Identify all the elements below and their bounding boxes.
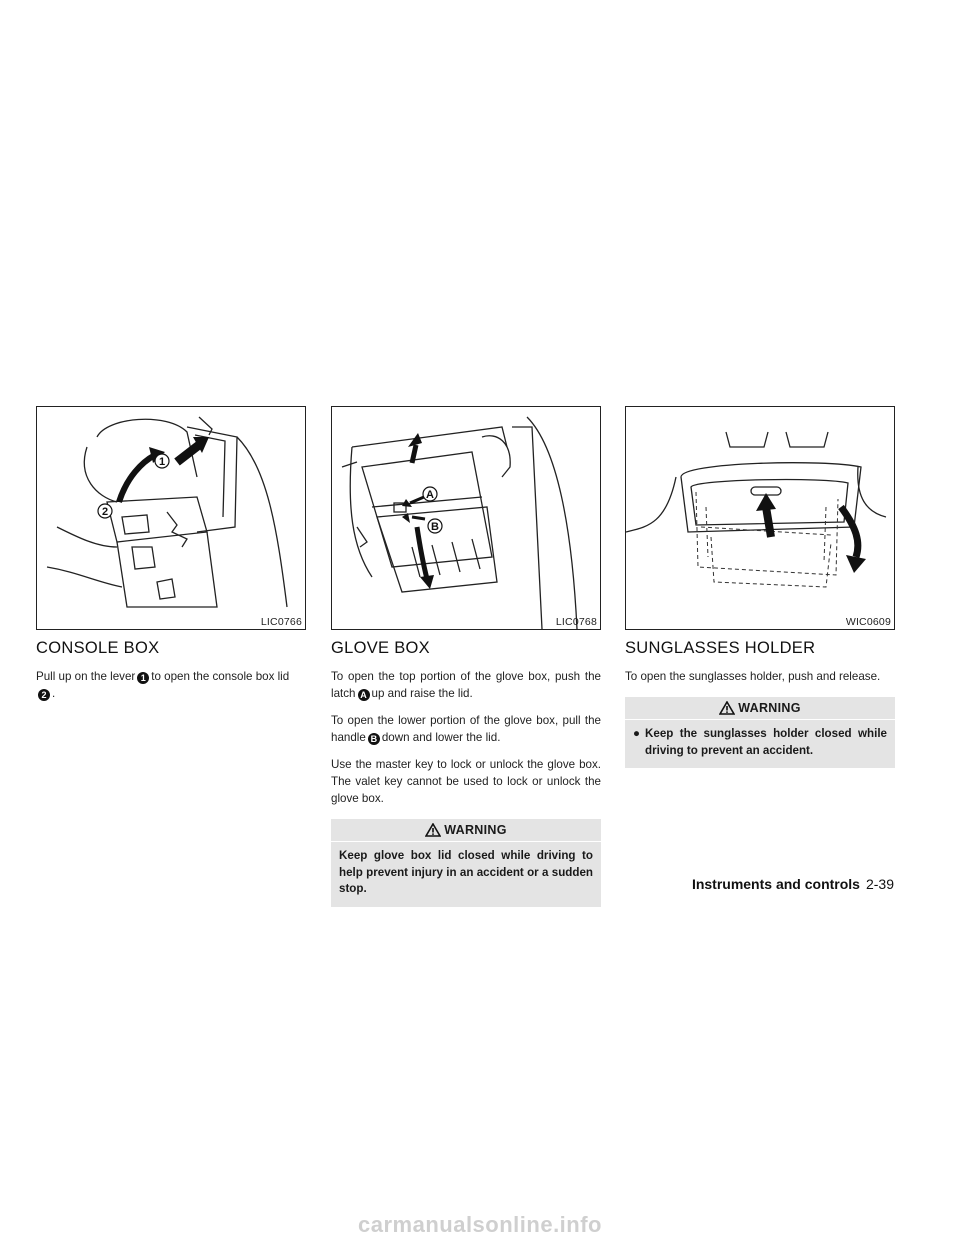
callout-A: A [358, 689, 370, 701]
text-segment: down and lower the lid. [381, 731, 501, 744]
text-segment: To open the top portion of the glove box, push the latch [331, 670, 601, 700]
sunglasses-holder-warning [625, 697, 895, 768]
warning-title: WARNING [444, 823, 507, 837]
warning-text: Keep glove box lid closed while driving to help prevent injury in an accident or a sudden stop. [339, 849, 593, 895]
callout-label-A: A [426, 489, 434, 501]
section-title: SUNGLASSES HOLDER [625, 639, 816, 657]
text-segment: to open the console box lid [151, 670, 290, 683]
sunglasses-holder-section [625, 406, 895, 768]
text-segment: . [52, 687, 56, 700]
text-segment: up and raise the lid. [371, 687, 473, 700]
sunglasses-holder-illustration [626, 407, 894, 629]
warning-icon [425, 823, 441, 837]
warning-header [625, 697, 895, 720]
warning-header [331, 819, 601, 842]
glove-box-illustration [332, 407, 600, 629]
section-title: CONSOLE BOX [36, 639, 160, 657]
page-footer [692, 876, 894, 892]
callout-label-1: 1 [158, 456, 166, 468]
glove-box-warning [331, 819, 601, 907]
section-title: GLOVE BOX [331, 639, 430, 657]
console-box-instruction [36, 668, 306, 702]
callout-1: 1 [137, 672, 149, 684]
figure-code: WIC0609 [845, 616, 891, 628]
glove-box-upper-instruction [331, 668, 601, 702]
warning-icon [719, 701, 735, 715]
bullet-icon: ● [633, 727, 641, 740]
glove-box-key-note: Use the master key to lock or unlock the glove box. The valet key cannot be used to lock or unlock the glove box. [331, 758, 601, 805]
warning-title: WARNING [738, 701, 801, 715]
watermark: carmanualsonline.info [358, 1212, 602, 1237]
callout-2: 2 [38, 689, 50, 701]
text-segment: Pull up on the lever [36, 670, 136, 683]
console-box-figure [36, 406, 306, 630]
glove-box-section [331, 406, 601, 907]
console-box-section [36, 406, 306, 712]
glove-box-figure [331, 406, 601, 630]
page-number: 2-39 [865, 876, 894, 892]
footer-section-name: Instruments and controls [691, 876, 860, 892]
callout-B: B [368, 733, 380, 745]
figure-code: LIC0766 [260, 616, 302, 628]
callout-label-B: B [431, 521, 439, 533]
warning-text: Keep the sunglasses holder closed while driving to prevent an accident. [645, 727, 887, 757]
callout-label-2: 2 [101, 506, 109, 518]
figure-code: LIC0768 [555, 616, 597, 628]
text-segment: To open the lower portion of the glove box, pull the handle [331, 714, 601, 744]
sunglasses-holder-instruction: To open the sunglasses holder, push and release. [625, 670, 881, 683]
glove-box-lower-instruction [331, 712, 601, 746]
sunglasses-holder-figure [625, 406, 895, 630]
console-box-illustration [37, 407, 305, 629]
warning-bullet-item [633, 726, 887, 759]
